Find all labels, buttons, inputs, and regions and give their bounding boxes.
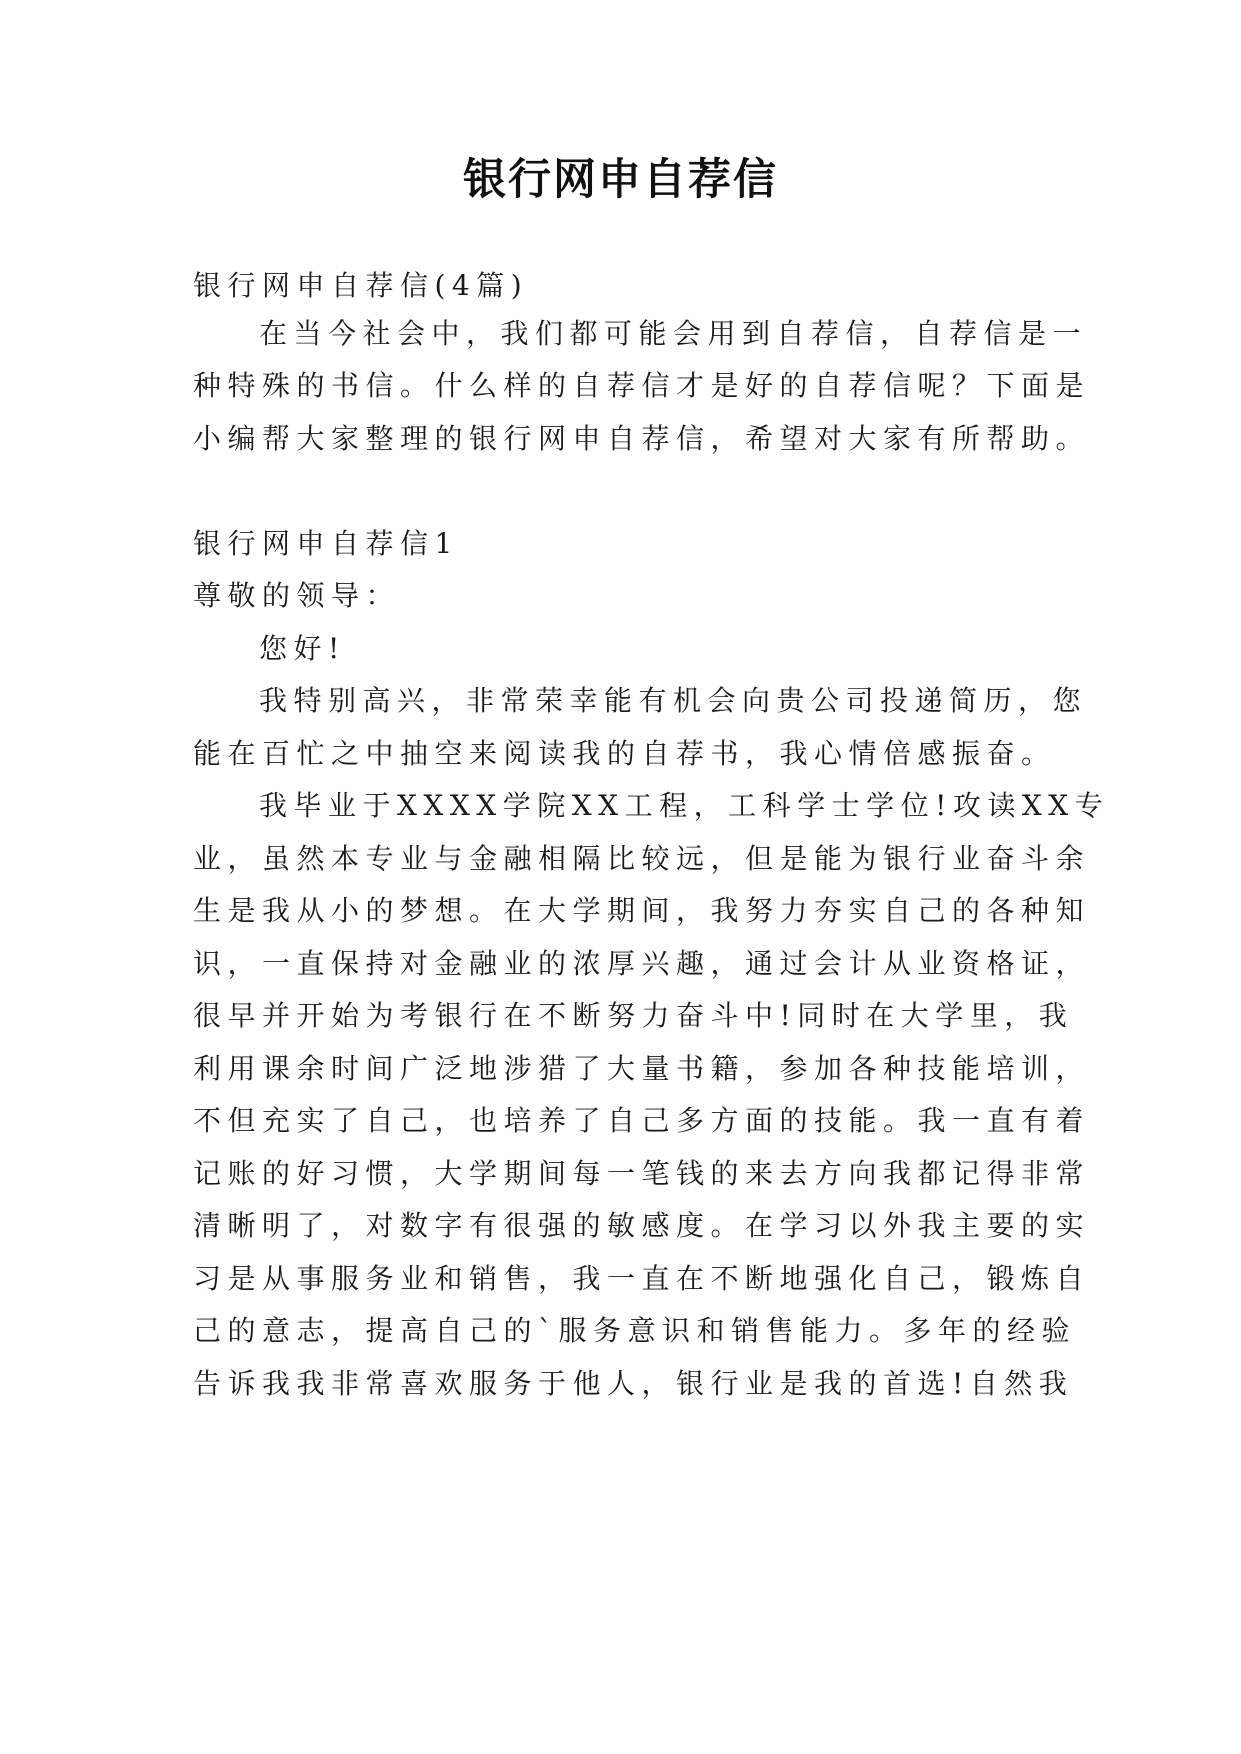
body-line: 告诉我我非常喜欢服务于他人，银行业是我的首选!自然我 [193,1367,1074,1400]
body-line: 不但充实了自己，也培养了自己多方面的技能。我一直有着 [193,1104,1091,1137]
body-line: 我特别高兴，非常荣幸能有机会向贵公司投递简历，您 [259,684,1088,717]
intro-line: 种特殊的书信。什么样的自荐信才是好的自荐信呢？下面是 [193,369,1091,402]
body-line: 生是我从小的梦想。在大学期间，我努力夯实自己的各种知 [193,894,1091,927]
body-line: 习是从事服务业和销售，我一直在不断地强化自己，锻炼自 [193,1262,1091,1295]
body-line: 识，一直保持对金融业的浓厚兴趣，通过会计从业资格证， [193,947,1091,980]
intro-line: 在当今社会中，我们都可能会用到自荐信，自荐信是一 [259,317,1088,350]
body-line: 利用课余时间广泛地涉猎了大量书籍，参加各种技能培训， [193,1052,1091,1085]
body-line: 清晰明了，对数字有很强的敏感度。在学习以外我主要的实 [193,1209,1091,1242]
body-line: 能在百忙之中抽空来阅读我的自荐书，我心情倍感振奋。 [193,737,1056,770]
body-line: 业，虽然本专业与金融相隔比较远，但是能为银行业奋斗余 [193,842,1091,875]
section-heading: 银行网申自荐信1 [193,527,459,560]
greeting: 您好! [259,632,346,665]
document-title: 银行网申自荐信 [463,155,778,205]
salutation: 尊敬的领导： [193,579,401,612]
body-line: 很早并开始为考银行在不断努力奋斗中!同时在大学里，我 [193,999,1074,1032]
intro-line: 小编帮大家整理的银行网申自荐信，希望对大家有所帮助。 [193,422,1091,455]
subtitle-line: 银行网申自荐信(4篇) [193,269,529,302]
body-line: 己的意志，提高自己的`服务意识和销售能力。多年的经验 [193,1314,1077,1347]
body-line: 我毕业于XXXX学院XX工程，工科学士学位!攻读XX专 [259,789,1110,822]
body-line: 记账的好习惯，大学期间每一笔钱的来去方向我都记得非常 [193,1157,1091,1190]
